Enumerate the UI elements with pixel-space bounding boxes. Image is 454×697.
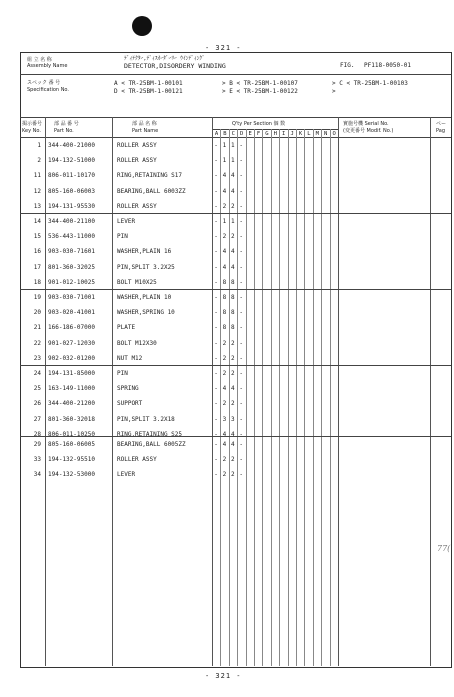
qty-value: -: [239, 263, 243, 271]
qty-value: 4: [230, 172, 235, 180]
qty-value: -: [214, 354, 218, 362]
qty-value: 8: [230, 324, 235, 332]
qty-value: 4: [222, 441, 227, 448]
key-number: 33: [33, 456, 41, 464]
table-row: [22, 215, 212, 230]
part-name: WASHER,PLAIN 10: [117, 294, 172, 301]
part-name: PIN: [117, 370, 128, 377]
qty-value: 4: [222, 187, 227, 195]
qty-column-rule: [338, 117, 339, 666]
part-no-header-en: Part No.: [54, 128, 74, 134]
part-number: 163-149-11000: [48, 385, 95, 393]
qty-value: -: [214, 370, 218, 377]
table-row: [22, 261, 212, 276]
assembly-label-en: Assembly Name: [27, 63, 68, 69]
qty-value: -: [239, 248, 243, 256]
qty-value: -: [239, 370, 243, 377]
qty-section-letter: E: [248, 131, 252, 137]
table-row: [22, 367, 212, 382]
assembly-name-kana: ﾃﾞｨﾃｸﾀｰ,ﾃﾞｨｽｵｰﾀﾞｰﾘｰ ｳｲﾝﾃﾞｨﾝｸﾞ: [124, 56, 205, 62]
spec-e: > E < TR-25BM-1-00122: [222, 88, 298, 95]
qty-grid-line: [330, 129, 331, 666]
qty-value: -: [214, 294, 218, 301]
page-number-bottom: - 321 -: [205, 672, 242, 680]
qty-value: 2: [230, 471, 235, 479]
qty-section-letter: I: [282, 131, 286, 137]
qty-grid-line: [321, 129, 322, 666]
qty-grid-line: [288, 129, 289, 666]
qty-value: 2: [230, 339, 235, 347]
part-name: NUT M12: [117, 354, 143, 362]
part-name: ROLLER ASSY: [117, 142, 157, 149]
page-number-top: - 321 -: [205, 44, 242, 52]
qty-value: -: [214, 187, 218, 195]
qty-grid-line: [313, 129, 314, 666]
key-number: 2: [37, 157, 41, 165]
qty-value: 1: [222, 142, 227, 149]
table-row: [22, 413, 212, 428]
binding-hole-mark: [132, 16, 152, 36]
part-number: 344-400-21000: [48, 142, 95, 149]
qty-grid-line: [246, 129, 247, 666]
key-number: 16: [33, 248, 41, 256]
qty-value: 1: [222, 157, 227, 165]
part-name-header-jp: 部 品 名 称: [132, 121, 157, 127]
qty-section-letter: D: [240, 131, 244, 137]
qty-value: -: [214, 172, 218, 180]
fig-label: FIG.: [340, 62, 355, 69]
qty-value: -: [239, 157, 243, 165]
key-number: 24: [33, 370, 41, 377]
part-name: PLATE: [117, 324, 136, 332]
part-number: 194-132-51000: [48, 157, 95, 165]
qty-value: 4: [230, 441, 235, 448]
spec-end: >: [332, 88, 336, 95]
table-row: [22, 468, 212, 483]
spec-b: > B < TR-25BM-1-00107: [222, 80, 298, 87]
key-number: 17: [33, 263, 41, 271]
qty-section-letter: J: [290, 131, 294, 137]
part-name: BOLT M10X25: [117, 278, 157, 286]
key-number: 1: [37, 142, 41, 149]
serial-column-rule: [430, 117, 431, 666]
part-name: PIN,SPLIT 3.2X25: [117, 263, 175, 271]
qty-value: 4: [222, 248, 227, 256]
part-number: 344-400-21200: [48, 400, 95, 408]
part-name: RING,RETAINING S17: [117, 172, 183, 180]
part-name: BEARING,BALL 6005ZZ: [117, 441, 186, 448]
table-row: [22, 154, 212, 169]
part-number: 805-160-06003: [48, 187, 95, 195]
key-number: 23: [33, 354, 41, 362]
qty-value: -: [239, 385, 243, 393]
qty-value: -: [239, 415, 243, 423]
qty-section-letter: H: [273, 131, 277, 137]
qty-value: -: [214, 456, 218, 464]
page-header-en: Pag: [436, 128, 446, 134]
qty-value: -: [239, 430, 243, 438]
key-number: 34: [33, 471, 41, 479]
qty-section-letter: M: [315, 131, 319, 137]
qty-value: -: [214, 430, 218, 438]
qty-value: 4: [230, 187, 235, 195]
group-rule-1: [20, 213, 451, 214]
table-row: [22, 453, 212, 468]
qty-value: -: [239, 187, 243, 195]
group-rule-3: [20, 365, 451, 366]
part-number: 903-020-41001: [48, 309, 95, 317]
qty-value: 2: [222, 370, 227, 377]
qty-value: -: [214, 471, 218, 479]
qty-section-letter: C: [231, 131, 235, 137]
qty-value: -: [214, 415, 218, 423]
qty-value: 2: [222, 456, 227, 464]
table-row: [22, 321, 212, 336]
key-number: 14: [33, 218, 41, 225]
qty-value: -: [239, 233, 243, 241]
qty-header: Q'ty Per Section 個 数: [232, 121, 286, 127]
qty-value: 4: [222, 430, 227, 438]
qty-value: -: [239, 339, 243, 347]
key-number: 27: [33, 415, 41, 423]
group-rule-2: [20, 289, 451, 290]
qty-section-letter: N: [324, 131, 328, 137]
assembly-name: DETECTOR,DISORDERY WINDING: [124, 62, 226, 70]
group-rule-4: [20, 436, 451, 437]
qty-value: 4: [222, 385, 227, 393]
key-number: 25: [33, 385, 41, 393]
table-row: [22, 185, 212, 200]
qty-value: -: [214, 278, 218, 286]
part-number: 901-012-10025: [48, 278, 95, 286]
qty-value: -: [239, 172, 243, 180]
qty-value: 8: [222, 324, 227, 332]
qty-value: -: [214, 400, 218, 408]
header-divider: [20, 74, 451, 75]
qty-value: -: [214, 263, 218, 271]
qty-value: -: [239, 294, 243, 301]
table-row: [22, 230, 212, 245]
spec-label-en: Specification No.: [27, 87, 69, 93]
qty-value: 4: [230, 248, 235, 256]
part-number: 805-160-06005: [48, 441, 95, 448]
table-row: [22, 397, 212, 412]
qty-value: 4: [222, 263, 227, 271]
assembly-label-jp: 組 立 名 称: [27, 57, 52, 63]
table-row: [22, 438, 212, 453]
part-number: 194-131-85000: [48, 370, 95, 377]
part-name: BEARING,BALL 6003ZZ: [117, 187, 186, 195]
qty-section-letter: A: [214, 131, 219, 137]
key-number: 15: [33, 233, 41, 241]
part-name-header-en: Part Name: [132, 128, 159, 134]
qty-value: -: [239, 142, 243, 149]
table-row: [22, 245, 212, 260]
qty-value: 8: [222, 309, 227, 317]
qty-value: 2: [222, 400, 227, 408]
key-number: 11: [33, 172, 41, 180]
column-header-top-rule: [20, 117, 451, 118]
part-name: ROLLER ASSY: [117, 202, 157, 210]
key-number: 20: [33, 309, 41, 317]
qty-value: 8: [222, 278, 227, 286]
key-number: 13: [33, 202, 41, 210]
qty-value: 2: [230, 400, 235, 408]
qty-grid-line: [304, 129, 305, 666]
qty-value: 2: [222, 471, 227, 479]
qty-value: 8: [230, 278, 235, 286]
qty-value: 2: [230, 456, 235, 464]
qty-value: 8: [222, 294, 227, 301]
qty-value: 2: [222, 354, 227, 362]
qty-value: -: [214, 233, 218, 241]
part-number: 806-011-10250: [48, 430, 95, 438]
part-name: SUPPORT: [117, 400, 143, 408]
qty-grid-line: [254, 129, 255, 666]
qty-value: -: [239, 202, 243, 210]
qty-value: -: [214, 218, 218, 225]
qty-value: -: [239, 400, 243, 408]
key-number: 12: [33, 187, 41, 195]
qty-value: 3: [230, 415, 235, 423]
margin-note: 77(: [437, 544, 451, 553]
qty-value: 1: [230, 142, 235, 149]
qty-value: 2: [230, 370, 235, 377]
part-name: RING,RETAINING S25: [117, 430, 183, 438]
part-name: LEVER: [117, 218, 136, 225]
qty-value: -: [239, 354, 243, 362]
part-number: 901-027-12030: [48, 339, 95, 347]
qty-value: -: [239, 456, 243, 464]
table-row: [22, 382, 212, 397]
key-header-jp: 掲示番号: [22, 121, 43, 127]
part-number: 903-030-71601: [48, 248, 95, 256]
qty-section-letter: O: [332, 131, 336, 137]
part-number: 536-443-11000: [48, 233, 95, 241]
qty-value: 3: [222, 415, 227, 423]
part-number: 801-360-32025: [48, 263, 95, 271]
qty-grid-line: [262, 129, 263, 666]
spec-d: D < TR-25BM-1-00121: [114, 88, 183, 95]
qty-section-letter: B: [223, 131, 227, 137]
qty-value: -: [214, 339, 218, 347]
qty-value: -: [239, 309, 243, 317]
serial-header-en: (変更番号 Modif. No.): [343, 128, 394, 134]
qty-value: -: [214, 441, 218, 448]
spec-label-jp: スペック 番 号: [27, 80, 61, 86]
part-name: ROLLER ASSY: [117, 157, 157, 165]
qty-value: -: [214, 324, 218, 332]
qty-value: 4: [230, 385, 235, 393]
qty-section-letter: G: [265, 131, 269, 137]
qty-value: 4: [230, 430, 235, 438]
part-number: 806-011-10170: [48, 172, 95, 180]
qty-value: -: [239, 324, 243, 332]
table-row: [22, 139, 212, 154]
qty-value: 8: [230, 294, 235, 301]
qty-value: 1: [222, 218, 227, 225]
qty-value: 2: [230, 354, 235, 362]
qty-value: 2: [230, 233, 235, 241]
qty-section-letter: L: [307, 131, 311, 137]
qty-value: -: [239, 441, 243, 448]
qty-value: -: [214, 248, 218, 256]
qty-value: -: [239, 278, 243, 286]
part-name: WASHER,PLAIN 16: [117, 248, 172, 256]
qty-value: 8: [230, 309, 235, 317]
qty-value: 1: [230, 157, 235, 165]
key-number: 26: [33, 400, 41, 408]
key-number: 29: [33, 441, 41, 448]
fig-number: PF118-0050-01: [364, 62, 411, 69]
key-number: 28: [33, 430, 41, 438]
part-number: 194-132-53000: [48, 471, 95, 479]
table-row: [22, 291, 212, 306]
qty-value: -: [214, 142, 218, 149]
table-row: [22, 169, 212, 184]
key-number: 21: [33, 324, 41, 332]
qty-value: 2: [222, 202, 227, 210]
part-number: 903-030-71001: [48, 294, 95, 301]
part-name: PIN: [117, 233, 128, 241]
part-number: 194-132-95510: [48, 456, 95, 464]
part-number: 166-186-07000: [48, 324, 95, 332]
part-name: PIN,SPLIT 3.2X18: [117, 415, 175, 423]
qty-value: 2: [230, 202, 235, 210]
qty-section-letter: K: [298, 131, 303, 137]
key-header-en: Key No.: [22, 128, 41, 134]
part-name: WASHER,SPRING 10: [117, 309, 175, 317]
qty-value: -: [214, 385, 218, 393]
qty-value: 4: [222, 172, 227, 180]
qty-value: 2: [222, 339, 227, 347]
table-row: [22, 306, 212, 321]
key-number: 19: [33, 294, 41, 301]
qty-value: -: [214, 202, 218, 210]
qty-value: 1: [230, 218, 235, 225]
qty-section-letter: F: [256, 131, 261, 137]
spec-a: A < TR-25BM-1-00101: [114, 80, 183, 87]
qty-grid-line: [271, 129, 272, 666]
column-header-bottom-rule: [20, 137, 451, 138]
part-number: 801-360-32018: [48, 415, 95, 423]
qty-value: -: [239, 218, 243, 225]
table-row: [22, 337, 212, 352]
part-number: 194-131-95530: [48, 202, 95, 210]
part-number: 902-032-01200: [48, 354, 95, 362]
qty-value: -: [214, 157, 218, 165]
qty-grid-line: [279, 129, 280, 666]
qty-value: -: [214, 309, 218, 317]
qty-value: 4: [230, 263, 235, 271]
page-header-jp: ペー: [436, 121, 447, 127]
qty-grid-line: [296, 129, 297, 666]
serial-header-jp: 實施号機 Serial No.: [343, 121, 389, 127]
key-number: 18: [33, 278, 41, 286]
qty-letter-top-rule: [212, 129, 338, 130]
spec-c: > C < TR-25BM-1-00103: [332, 80, 408, 87]
part-name: LEVER: [117, 471, 136, 479]
qty-value: -: [239, 471, 243, 479]
key-number: 22: [33, 339, 41, 347]
part-number: 344-400-21100: [48, 218, 95, 225]
qty-value: 2: [222, 233, 227, 241]
part-no-header-jp: 部 品 番 号: [54, 121, 79, 127]
part-name: BOLT M12X30: [117, 339, 157, 347]
part-name: SPRING: [117, 385, 139, 393]
part-name: ROLLER ASSY: [117, 456, 157, 464]
